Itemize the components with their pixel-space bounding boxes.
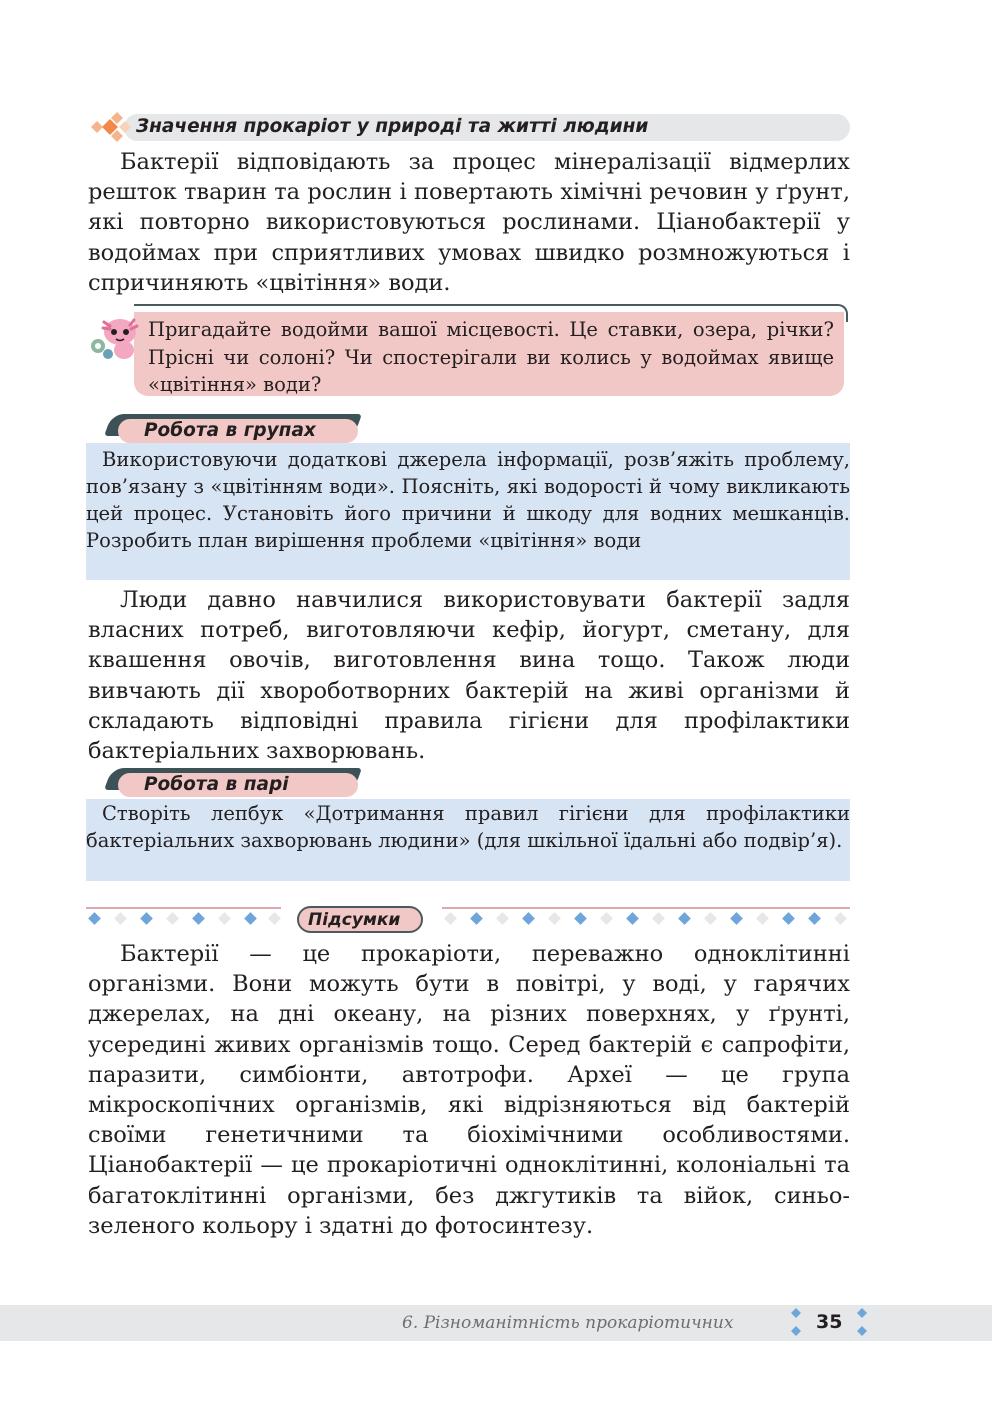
axolotl-mascot-icon: [84, 308, 146, 368]
group-task-text: Використовуючи додаткові джерела інформації, розв’яжіть проблему, пов’язану з «цвітінням води». Поясніть, які водорості й чому викликають цей процес. Установіть його причини й шкоду для водних мешканців. Розробить план вирішення проблеми «цвітіння» води: [86, 448, 850, 552]
summary-divider: [86, 904, 850, 938]
paragraph-human-use: Люди давно навчилися використовувати бактерії задля власних потреб, виготовляючи кефір, йогурт, сметану, для квашення овочів, виготовлення вина тощо. Також люди вивчають дії хвороботворних бактерій на живі організми й складають відповідні правила гігієни для профілактики бактеріальних захворювань.: [88, 587, 850, 765]
diamond-cluster-icon: [88, 112, 138, 142]
footer-chapter: 6. Різноманітність прокаріотичних: [402, 1313, 734, 1333]
pair-task-text: Створіть лепбук «Дотримання правил гігієни для профілактики бактеріальних захворювань людини» (для шкільної їдальні або подвір’я).: [86, 802, 850, 852]
pair-task-tag: [108, 768, 364, 798]
section-heading: [88, 112, 850, 142]
group-task-label: Робота в групах: [144, 420, 316, 441]
paragraph-mineralization: Бактерії відповідають за процес мінералізації відмерлих решток тварин та рослин і повертають хімічні речовин у ґрунт, які повторно використовуються рослинами. Ціанобактерії у водоймах при сприятливих умовах швидко розмножуються і спричиняють «цвітіння» води.: [88, 149, 850, 296]
section-title: Значення прокаріот у природі та житті людини: [136, 116, 649, 137]
question-text: Пригадайте водойми вашої місцевості. Це ставки, озера, річки? Прісні чи солоні? Чи спостерігали ви колись у водоймах явище «цвітіння» води?: [148, 318, 834, 396]
summary-text: Бактерії — це прокаріоти, переважно одноклітинні організми. Вони можуть бути в повітрі, у воді, у гарячих джерелах, на дні океану, на різних поверхнях, у ґрунті, усередині живих організмів тощо. Серед бактерій є сапрофіти, паразити, симбіонти, автотрофи. Археї — це група мікроскопічних організмів, які відрізняються від бактерій своїми генетичними та біохімічними особливостями. Ціанобактерії — це прокаріотичні одноклітинні, колоніальні та багатоклітинні організми, без джгутиків та війок, синьо-зеленого кольору і здатні до фотосинтезу.: [88, 941, 850, 1239]
summary-label: Підсумки: [308, 910, 401, 930]
page-number: 35: [816, 1311, 843, 1333]
group-task-tag: [108, 414, 364, 444]
pair-task-label: Робота в парі: [144, 774, 289, 795]
